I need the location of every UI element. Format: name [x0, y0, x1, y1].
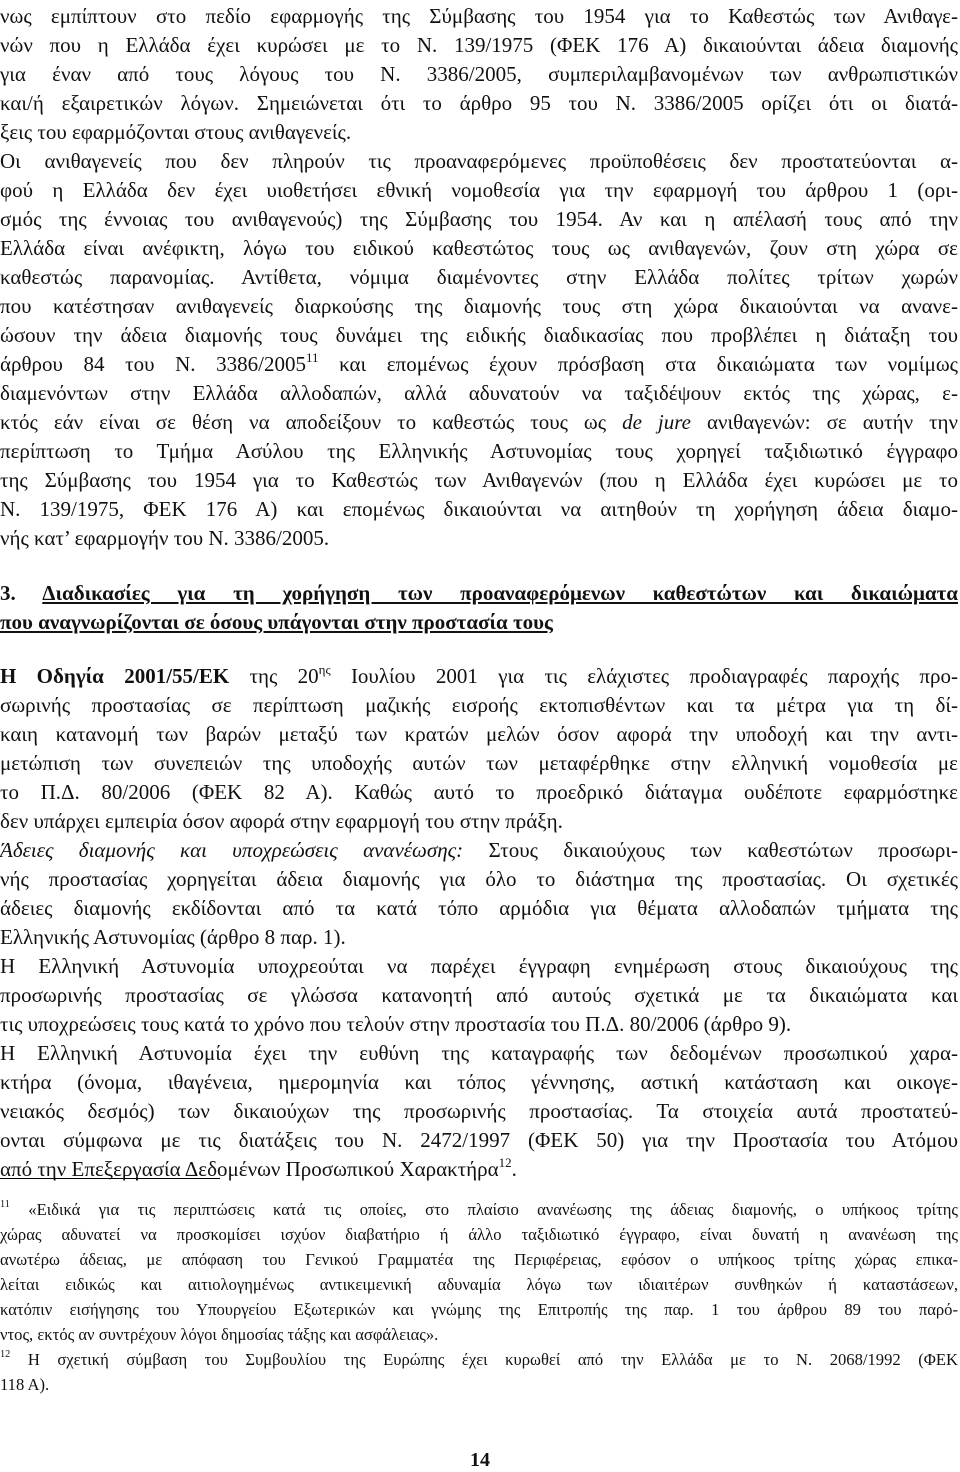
italic-heading: Άδειες διαμονής και υποχρεώσεις ανανέωσης:: [0, 838, 464, 862]
paragraph-2-line: [0, 348, 958, 380]
text-run: από την Επεξεργασία Δεδομένων Προσωπικού Χαρακτήρα: [0, 1157, 499, 1181]
footnote-11-line: [0, 1198, 958, 1222]
paragraph-6-line: [0, 1153, 958, 1185]
paragraph-5-line: τις υποχρεώσεις τους κατά το χρόνο που τελούν στην προστασία του Π.Δ. 80/2006 (άρθρο 9).: [0, 1012, 792, 1036]
paragraph-3-line: σωρινής προστασίας σε περίπτωση μαζικής εισροής εκτοπισθέντων και τα μέτρα για τη δί-: [0, 693, 958, 717]
footnote-mark-11: 11: [0, 1199, 10, 1211]
section-heading: [0, 606, 958, 638]
paragraph-2-line: που κατέστησαν ανιθαγενείς διαρκούσης της διαμονής τους στη χώρα δικαιούνται να ανανε-: [0, 294, 958, 318]
text-run: άρθρου 84 του Ν. 3386/2005: [0, 352, 306, 376]
footnote-12-line: [0, 1348, 958, 1372]
paragraph-2-line: περίπτωση το Τμήμα Ασύλου της Ελληνικής Αστυνομίας τους χορηγεί ταξιδιωτικό έγγραφο: [0, 439, 958, 463]
directive-name: Η Οδηγία 2001/55/ΕΚ: [0, 664, 230, 688]
paragraph-1-line: νως εμπίπτουν στο πεδίο εφαρμογής της Σύμβασης του 1954 για το Καθεστώς των Ανιθαγε-: [0, 4, 958, 28]
paragraph-2-line: Ελλάδα είναι ανέφικτη, λόγω του ειδικού καθεστώτος τους ως ανιθαγενών, ζουν στη χώρα σε: [0, 236, 958, 260]
paragraph-1-line: νών που η Ελλάδα έχει κυρώσει με το Ν. 139/1975 (ΦΕΚ 176 Α) δικαιούνται άδεια διαμονής: [0, 33, 958, 57]
paragraph-2-line: της Σύμβασης του 1954 για το Καθεστώς των Ανιθαγενών (που η Ελλάδα έχει κυρώσει με το: [0, 468, 958, 492]
page-number: 14: [470, 1449, 490, 1471]
section-heading: [0, 577, 958, 609]
paragraph-2-line: ώσουν την άδεια διαμονής τους δυνάμει της ειδικής διαδικασίας που προβλέπει η διάταξη του: [0, 323, 958, 347]
paragraph-3-line: δεν υπάρχει εμπειρία όσον αφορά στην εφαρμογή του στην πράξη.: [0, 809, 563, 833]
paragraph-2-line: Ν. 139/1975, ΦΕΚ 176 Α) και επομένως δικαιούνται να αιτηθούν τη χορήγηση άδεια διαμο-: [0, 497, 958, 521]
paragraph-4-line: Ελληνικής Αστυνομίας (άρθρο 8 παρ. 1).: [0, 925, 346, 949]
paragraph-2-line: σμός της έννοιας του ανιθαγενούς) της Σύμβασης του 1954. Αν και η απέλασή τους από την: [0, 207, 958, 231]
paragraph-4-line: άδειες διαμονής εκδίδονται από τα κατά τόπο αρμόδια για θέματα αλλοδαπών τμήματα της: [0, 896, 958, 920]
paragraph-3-line: μετώπιση των συνεπειών της υποδοχής αυτών των μεταφέρθηκε στην ελληνική νομοθεσία με: [0, 751, 958, 775]
paragraph-4-line: νής προστασίας χορηγείται άδεια διαμονής για όλο το διάστημα της προστασίας. Οι σχετικές: [0, 867, 958, 891]
paragraph-2-line: [0, 406, 958, 438]
paragraph-5-line: Η Ελληνική Αστυνομία υποχρεούται να παρέχει έγγραφη ενημέρωση στους δικαιούχους της: [0, 954, 958, 978]
paragraph-5-line: προσωρινής προστασίας σε γλώσσα κατανοητή από αυτούς σχετικά με τα δικαιώματα και: [0, 983, 958, 1007]
footnote-11-line: λείται ειδικώς και αιτιολογημένως αντικειμενική αδυναμία λόγω των ιδιαιτέρων συνθηκών ή καταστάσεων,: [0, 1275, 958, 1294]
footnote-mark-12: 12: [0, 1349, 11, 1361]
paragraph-6-line: ονται σύμφωνα με τις διατάξεις του Ν. 2472/1997 (ΦΕΚ 50) για την Προστασία του Ατόμου: [0, 1128, 958, 1152]
paragraph-3-line: το Π.Δ. 80/2006 (ΦΕΚ 82 Α). Καθώς αυτό το προεδρικό διάταγμα ουδέποτε εφαρμόστηκε: [0, 780, 958, 804]
text-run: Στους δικαιούχους των καθεστώτων προσωρι-: [463, 838, 958, 862]
paragraph-6-line: νειακός δεσμός) των δικαιούχων της προσωρινής προστασίας. Τα στοιχεία αυτά προστατεύ-: [0, 1099, 958, 1123]
paragraph-2-line: διαμενόντων στην Ελλάδα αλλοδαπών, αλλά αδυνατούν να ταξιδέψουν εκτός της χώρας, ε-: [0, 381, 958, 405]
paragraph-2-line: καθεστώς παρανομίας. Αντίθετα, νόμιμα διαμένοντες στην Ελλάδα πολίτες τρίτων χωρών: [0, 265, 958, 289]
paragraph-3-line: καιη κατανομή των βαρών μεταξύ των κρατών μελών όσον αφορά την υποδοχή και την αντι-: [0, 722, 958, 746]
section-title: Διαδικασίες για τη χορήγηση των προαναφερόμενων καθεστώτων και δικαιώματα: [42, 581, 958, 605]
text-run: και επομένως έχουν πρόσβαση στα δικαιώματα των νομίμως: [318, 352, 958, 376]
footnote-ref-12[interactable]: 12: [498, 1154, 512, 1170]
footnote-11-line: χώρας αδυνατεί να προσκομίσει ισχύον διαβατήριο ή άλλο ταξιδιωτικό έγγραφο, είναι δυνατή η ανανέωση της: [0, 1225, 958, 1244]
paragraph-1-line: για έναν από τους λόγους του Ν. 3386/2005, συμπεριλαμβανομένων των ανθρωπιστικών: [0, 62, 958, 86]
text-run: «Ειδικά για τις περιπτώσεις κατά τις οποίες, στο πλαίσιο ανανέωσης της άδειας διαμονής, ο υπήκοος τρίτης: [9, 1200, 958, 1219]
footnote-ref-11[interactable]: 11: [305, 349, 319, 365]
paragraph-4-line: [0, 834, 958, 866]
paragraph-2-line: νής κατ’ εφαρμογήν του Ν. 3386/2005.: [0, 526, 330, 550]
paragraph-2-line: Οι ανιθαγενείς που δεν πληρούν τις προαναφερόμενες προϋποθέσεις δεν προστατεύονται α-: [0, 149, 958, 173]
section-number: 3.: [0, 581, 16, 605]
footnote-11-line: κατόπιν εισήγησης του Υπουργείου Εξωτερικών και γνώμης της Επιτροπής της παρ. 1 του άρθρου 89 του παρό-: [0, 1300, 958, 1319]
footnote-11-line: ντος, εκτός αν συντρέχουν λόγοι δημοσίας τάξης και ασφάλειας».: [0, 1325, 439, 1344]
footnote-11-line: ανωτέρω άδειας, με απόφαση του Γενικού Γραμματέα της Περιφέρειας, εφόσον ο υπήκοος τρίτης χώρας επικα-: [0, 1250, 958, 1269]
text-run: Η σχετική σύμβαση του Συμβουλίου της Ευρώπης έχει κυρωθεί από την Ελλάδα με το Ν. 2068/1992 (ΦΕΚ: [10, 1350, 958, 1369]
ordinal-suffix: ης: [318, 661, 331, 677]
text-run: Ιουλίου 2001 για τις ελάχιστες προδιαγραφές παροχής προ-: [330, 664, 959, 688]
footnote-12-line: 118 Α).: [0, 1375, 50, 1394]
paragraph-6-line: Η Ελληνική Αστυνομία έχει την ευθύνη της καταγραφής των δεδομένων προσωπικού χαρα-: [0, 1041, 958, 1065]
text-run: ανιθαγενών: σε αυτήν την: [690, 410, 959, 434]
footnote-separator: [0, 1178, 220, 1179]
section-title: που αναγνωρίζονται σε όσους υπάγονται στην προστασία τους: [0, 610, 553, 634]
text-run: της 20: [229, 664, 319, 688]
paragraph-6-line: κτήρα (όνομα, ιθαγένεια, ημερομηνία και τόπος γέννησης, αστική κατάσταση και οικογε-: [0, 1070, 958, 1094]
text-run: κτός εάν είναι σε θέση να αποδείξουν το καθεστώς τους ως: [0, 410, 623, 434]
italic-term: de jure: [622, 410, 691, 434]
paragraph-3-line: [0, 660, 958, 692]
text-run: .: [511, 1157, 517, 1181]
paragraph-1-line: ξεις του εφαρμόζονται στους ανιθαγενείς.: [0, 120, 352, 144]
paragraph-2-line: φού η Ελλάδα δεν έχει υιοθετήσει εθνική νομοθεσία για την εφαρμογή του άρθρου 1 (ορι-: [0, 178, 958, 202]
paragraph-1-line: και/ή εξαιρετικών λόγων. Σημειώνεται ότι το άρθρο 95 του Ν. 3386/2005 ορίζει ότι οι διατά-: [0, 91, 958, 115]
